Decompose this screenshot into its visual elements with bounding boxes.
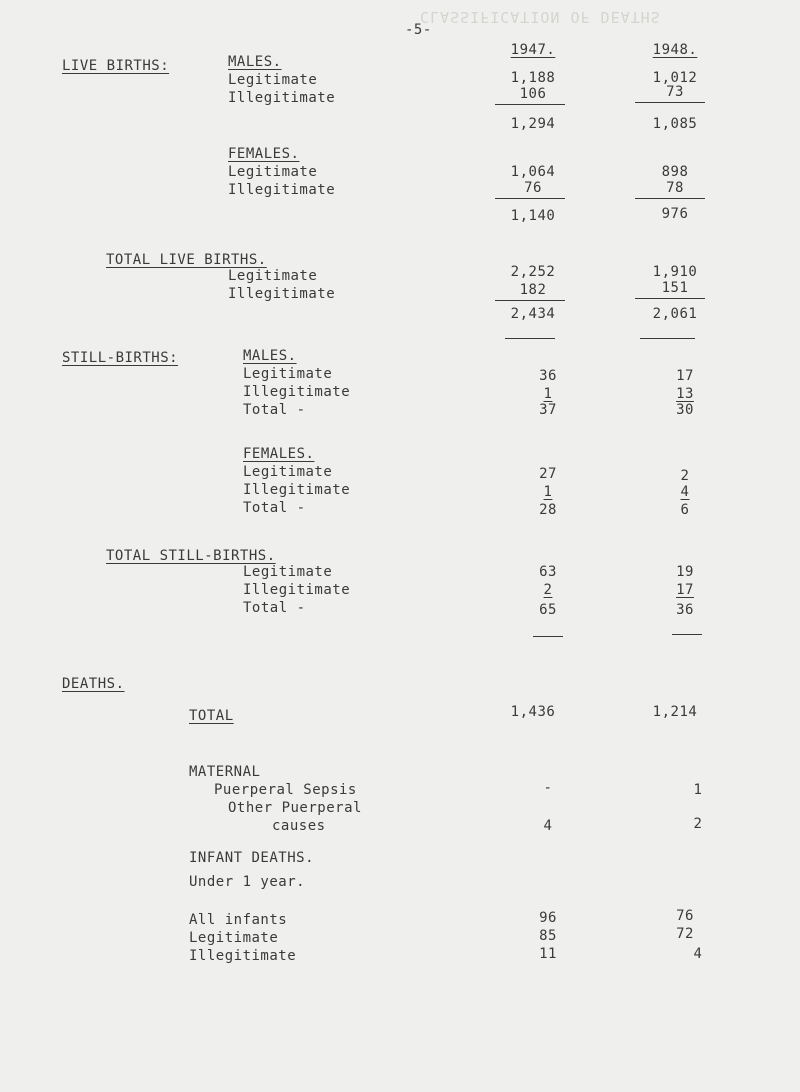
row-label: Total -	[243, 500, 306, 516]
year-1947-header: 1947.	[510, 42, 556, 58]
total-live-births-heading: TOTAL LIVE BIRTHS.	[106, 252, 267, 268]
value-1948: 2	[693, 816, 703, 832]
subtotal-rule	[635, 102, 705, 103]
deaths-heading: DEATHS.	[62, 676, 125, 692]
page-number: -5-	[405, 22, 432, 38]
row-label: Legitimate	[228, 268, 318, 284]
infant-deaths-heading: INFANT DEATHS.	[189, 850, 315, 866]
value-1947: 182	[519, 282, 547, 298]
value-1947: -	[543, 780, 553, 796]
value-1948: 1	[693, 782, 703, 798]
row-label-continued: causes	[272, 818, 326, 834]
deaths-total-label: TOTAL	[189, 708, 234, 724]
row-label: Legitimate	[228, 72, 318, 88]
value-1948: 30	[676, 402, 694, 418]
value-1947: 1	[543, 484, 553, 500]
row-label: Other Puerperal	[228, 800, 362, 816]
value-1947: 11	[539, 946, 557, 962]
year-1948-header: 1948.	[652, 42, 698, 58]
row-label: Legitimate	[243, 366, 333, 382]
live-females-heading: FEMALES.	[228, 146, 300, 162]
value-1948: 72	[676, 926, 694, 942]
value-1947: 65	[539, 602, 557, 618]
value-1948: 19	[676, 564, 694, 580]
value-1948: 898	[661, 164, 689, 180]
subtotal-rule	[495, 104, 565, 105]
maternal-heading: MATERNAL	[189, 764, 261, 780]
subtotal-1947: 1,294	[510, 116, 556, 132]
subtotal-1948: 976	[661, 206, 689, 222]
row-label: Legitimate	[243, 564, 333, 580]
total-still-births-heading: TOTAL STILL-BIRTHS.	[106, 548, 276, 564]
value-1947: 2,252	[510, 264, 556, 280]
subtotal-rule	[635, 298, 705, 299]
value-1948: 17	[676, 582, 694, 598]
row-label: Illegitimate	[228, 286, 336, 302]
row-label: Illegitimate	[228, 182, 336, 198]
value-1947: 85	[539, 928, 557, 944]
total-end-rule	[505, 338, 555, 339]
value-1947: 1,064	[510, 164, 556, 180]
still-females-heading: FEMALES.	[243, 446, 315, 462]
row-label: Illegitimate	[243, 582, 351, 598]
value-1948: 6	[680, 502, 690, 518]
row-label: Legitimate	[228, 164, 318, 180]
value-1948: 2	[680, 468, 690, 484]
total-end-rule	[672, 634, 702, 635]
value-1948: 17	[676, 368, 694, 384]
value-1947: 37	[539, 402, 557, 418]
value-1948: 151	[661, 280, 689, 296]
value-1948: 1,214	[652, 704, 698, 720]
value-1947: 4	[543, 818, 553, 834]
value-1947: 106	[519, 86, 547, 102]
value-1947: 1,188	[510, 70, 556, 86]
still-males-heading: MALES.	[243, 348, 297, 364]
value-1948: 78	[666, 180, 684, 196]
subtotal-1948: 1,085	[652, 116, 698, 132]
total-end-rule	[640, 338, 695, 339]
row-label: Illegitimate	[228, 90, 336, 106]
subtotal-rule	[635, 198, 705, 199]
show-through-text: CLASSIFICATION OF DEATHS	[420, 8, 661, 26]
total-1947: 2,434	[510, 306, 556, 322]
value-1947: 36	[539, 368, 557, 384]
value-1948: 36	[676, 602, 694, 618]
total-1948: 2,061	[652, 306, 698, 322]
value-1947: 27	[539, 466, 557, 482]
row-label: Total -	[243, 402, 306, 418]
value-1948: 4	[693, 946, 703, 962]
row-label: Legitimate	[243, 464, 333, 480]
value-1948: 76	[676, 908, 694, 924]
value-1948: 13	[676, 386, 694, 402]
value-1948: 1,910	[652, 264, 698, 280]
subtotal-1947: 1,140	[510, 208, 556, 224]
still-births-heading: STILL-BIRTHS:	[62, 350, 179, 366]
value-1947: 1	[543, 386, 553, 402]
row-label: Legitimate	[189, 930, 279, 946]
row-label: Puerperal Sepsis	[214, 782, 357, 798]
live-births-heading: LIVE BIRTHS:	[62, 58, 170, 74]
infant-deaths-subheading: Under 1 year.	[189, 874, 306, 890]
value-1947: 96	[539, 910, 557, 926]
row-label: Illegitimate	[243, 482, 351, 498]
subtotal-rule	[495, 198, 565, 199]
value-1947: 63	[539, 564, 557, 580]
value-1948: 1,012	[652, 70, 698, 86]
value-1947: 76	[524, 180, 542, 196]
value-1948: 73	[666, 84, 684, 100]
value-1947: 1,436	[510, 704, 556, 720]
value-1947: 2	[543, 582, 553, 598]
value-1947: 28	[539, 502, 557, 518]
live-males-heading: MALES.	[228, 54, 282, 70]
total-end-rule	[533, 636, 563, 637]
row-label: Illegitimate	[243, 384, 351, 400]
row-label: Total -	[243, 600, 306, 616]
value-1948: 4	[680, 484, 690, 500]
row-label: Illegitimate	[189, 948, 297, 964]
subtotal-rule	[495, 300, 565, 301]
row-label: All infants	[189, 912, 288, 928]
